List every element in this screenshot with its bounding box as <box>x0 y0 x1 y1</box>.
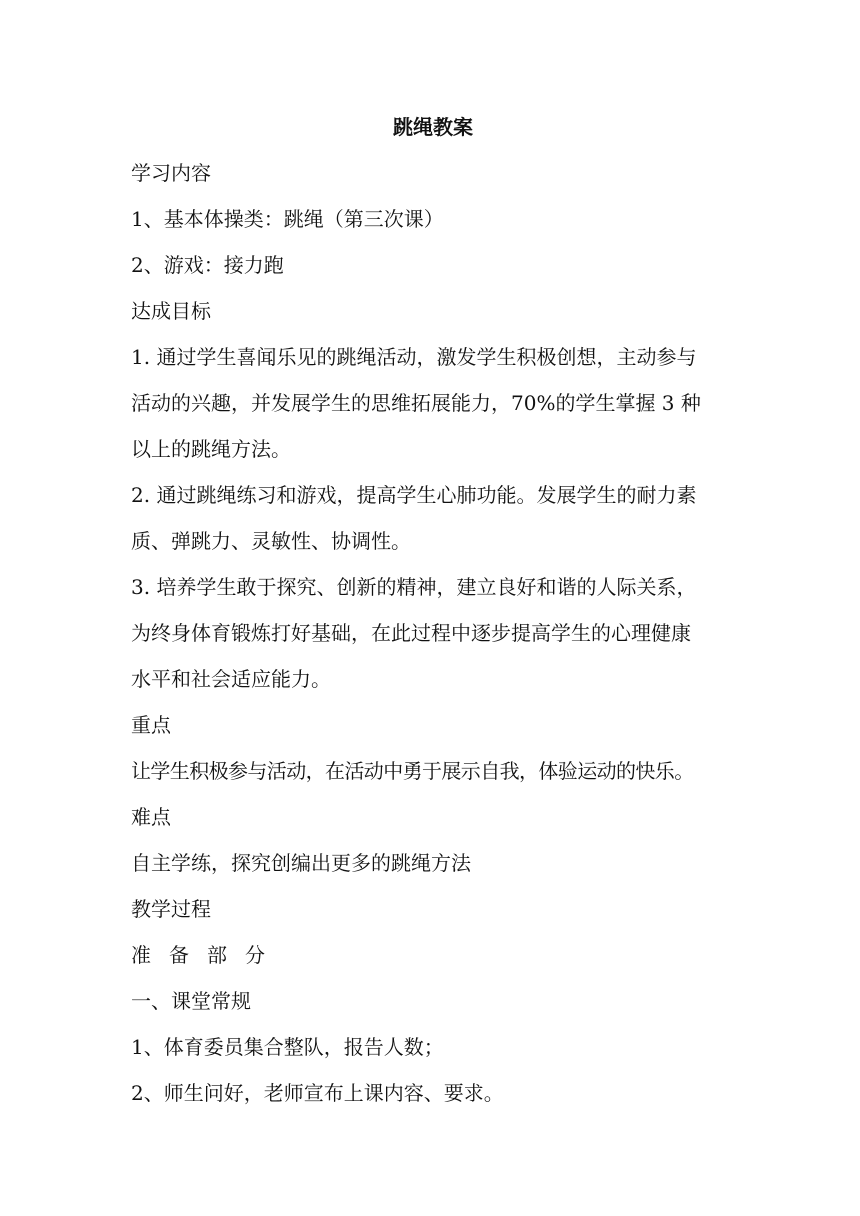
goal-1-paragraph <box>131 342 735 464</box>
paragraph-line: 为终身体育锻炼打好基础，在此过程中逐步提高学生的心理健康 <box>131 621 691 645</box>
routine-heading: 一、课堂常规 <box>131 989 251 1013</box>
paragraph-line: 活动的兴趣，并发展学生的思维拓展能力，70%的学生掌握 3 种 <box>131 391 701 415</box>
section-heading-process: 教学过程 <box>131 897 211 921</box>
content-item: 1、基本体操类：跳绳（第三次课） <box>131 207 444 231</box>
section-heading-goals: 达成目标 <box>131 299 211 323</box>
goal-2-paragraph <box>131 480 735 556</box>
paragraph-line: 3. 培养学生敢于探究、创新的精神，建立良好和谐的人际关系， <box>131 575 697 599</box>
difficulty-text: 自主学练，探究创编出更多的跳绳方法 <box>131 851 471 875</box>
paragraph-line: 2. 通过跳绳练习和游戏，提高学生心肺功能。发展学生的耐力素 <box>131 483 697 507</box>
section-heading-difficulty: 难点 <box>131 805 171 829</box>
routine-item: 1、体育委员集合整队，报告人数； <box>131 1035 444 1059</box>
document-page <box>131 112 735 1124</box>
paragraph-line: 1. 通过学生喜闻乐见的跳绳活动，激发学生积极创想，主动参与 <box>131 345 697 369</box>
routine-item: 2、师生问好，老师宣布上课内容、要求。 <box>131 1081 504 1105</box>
section-heading-key: 重点 <box>131 713 171 737</box>
paragraph-line: 水平和社会适应能力。 <box>131 667 331 691</box>
paragraph-line: 质、弹跳力、灵敏性、协调性。 <box>131 529 411 553</box>
goal-3-paragraph <box>131 572 735 694</box>
document-title: 跳绳教案 <box>393 115 473 139</box>
content-item: 2、游戏：接力跑 <box>131 253 284 277</box>
key-text: 让学生积极参与活动，在活动中勇于展示自我，体验运动的快乐。 <box>131 759 694 783</box>
section-heading-content: 学习内容 <box>131 161 211 185</box>
prep-heading: 准备部分 <box>131 943 283 967</box>
paragraph-line: 以上的跳绳方法。 <box>131 437 291 461</box>
